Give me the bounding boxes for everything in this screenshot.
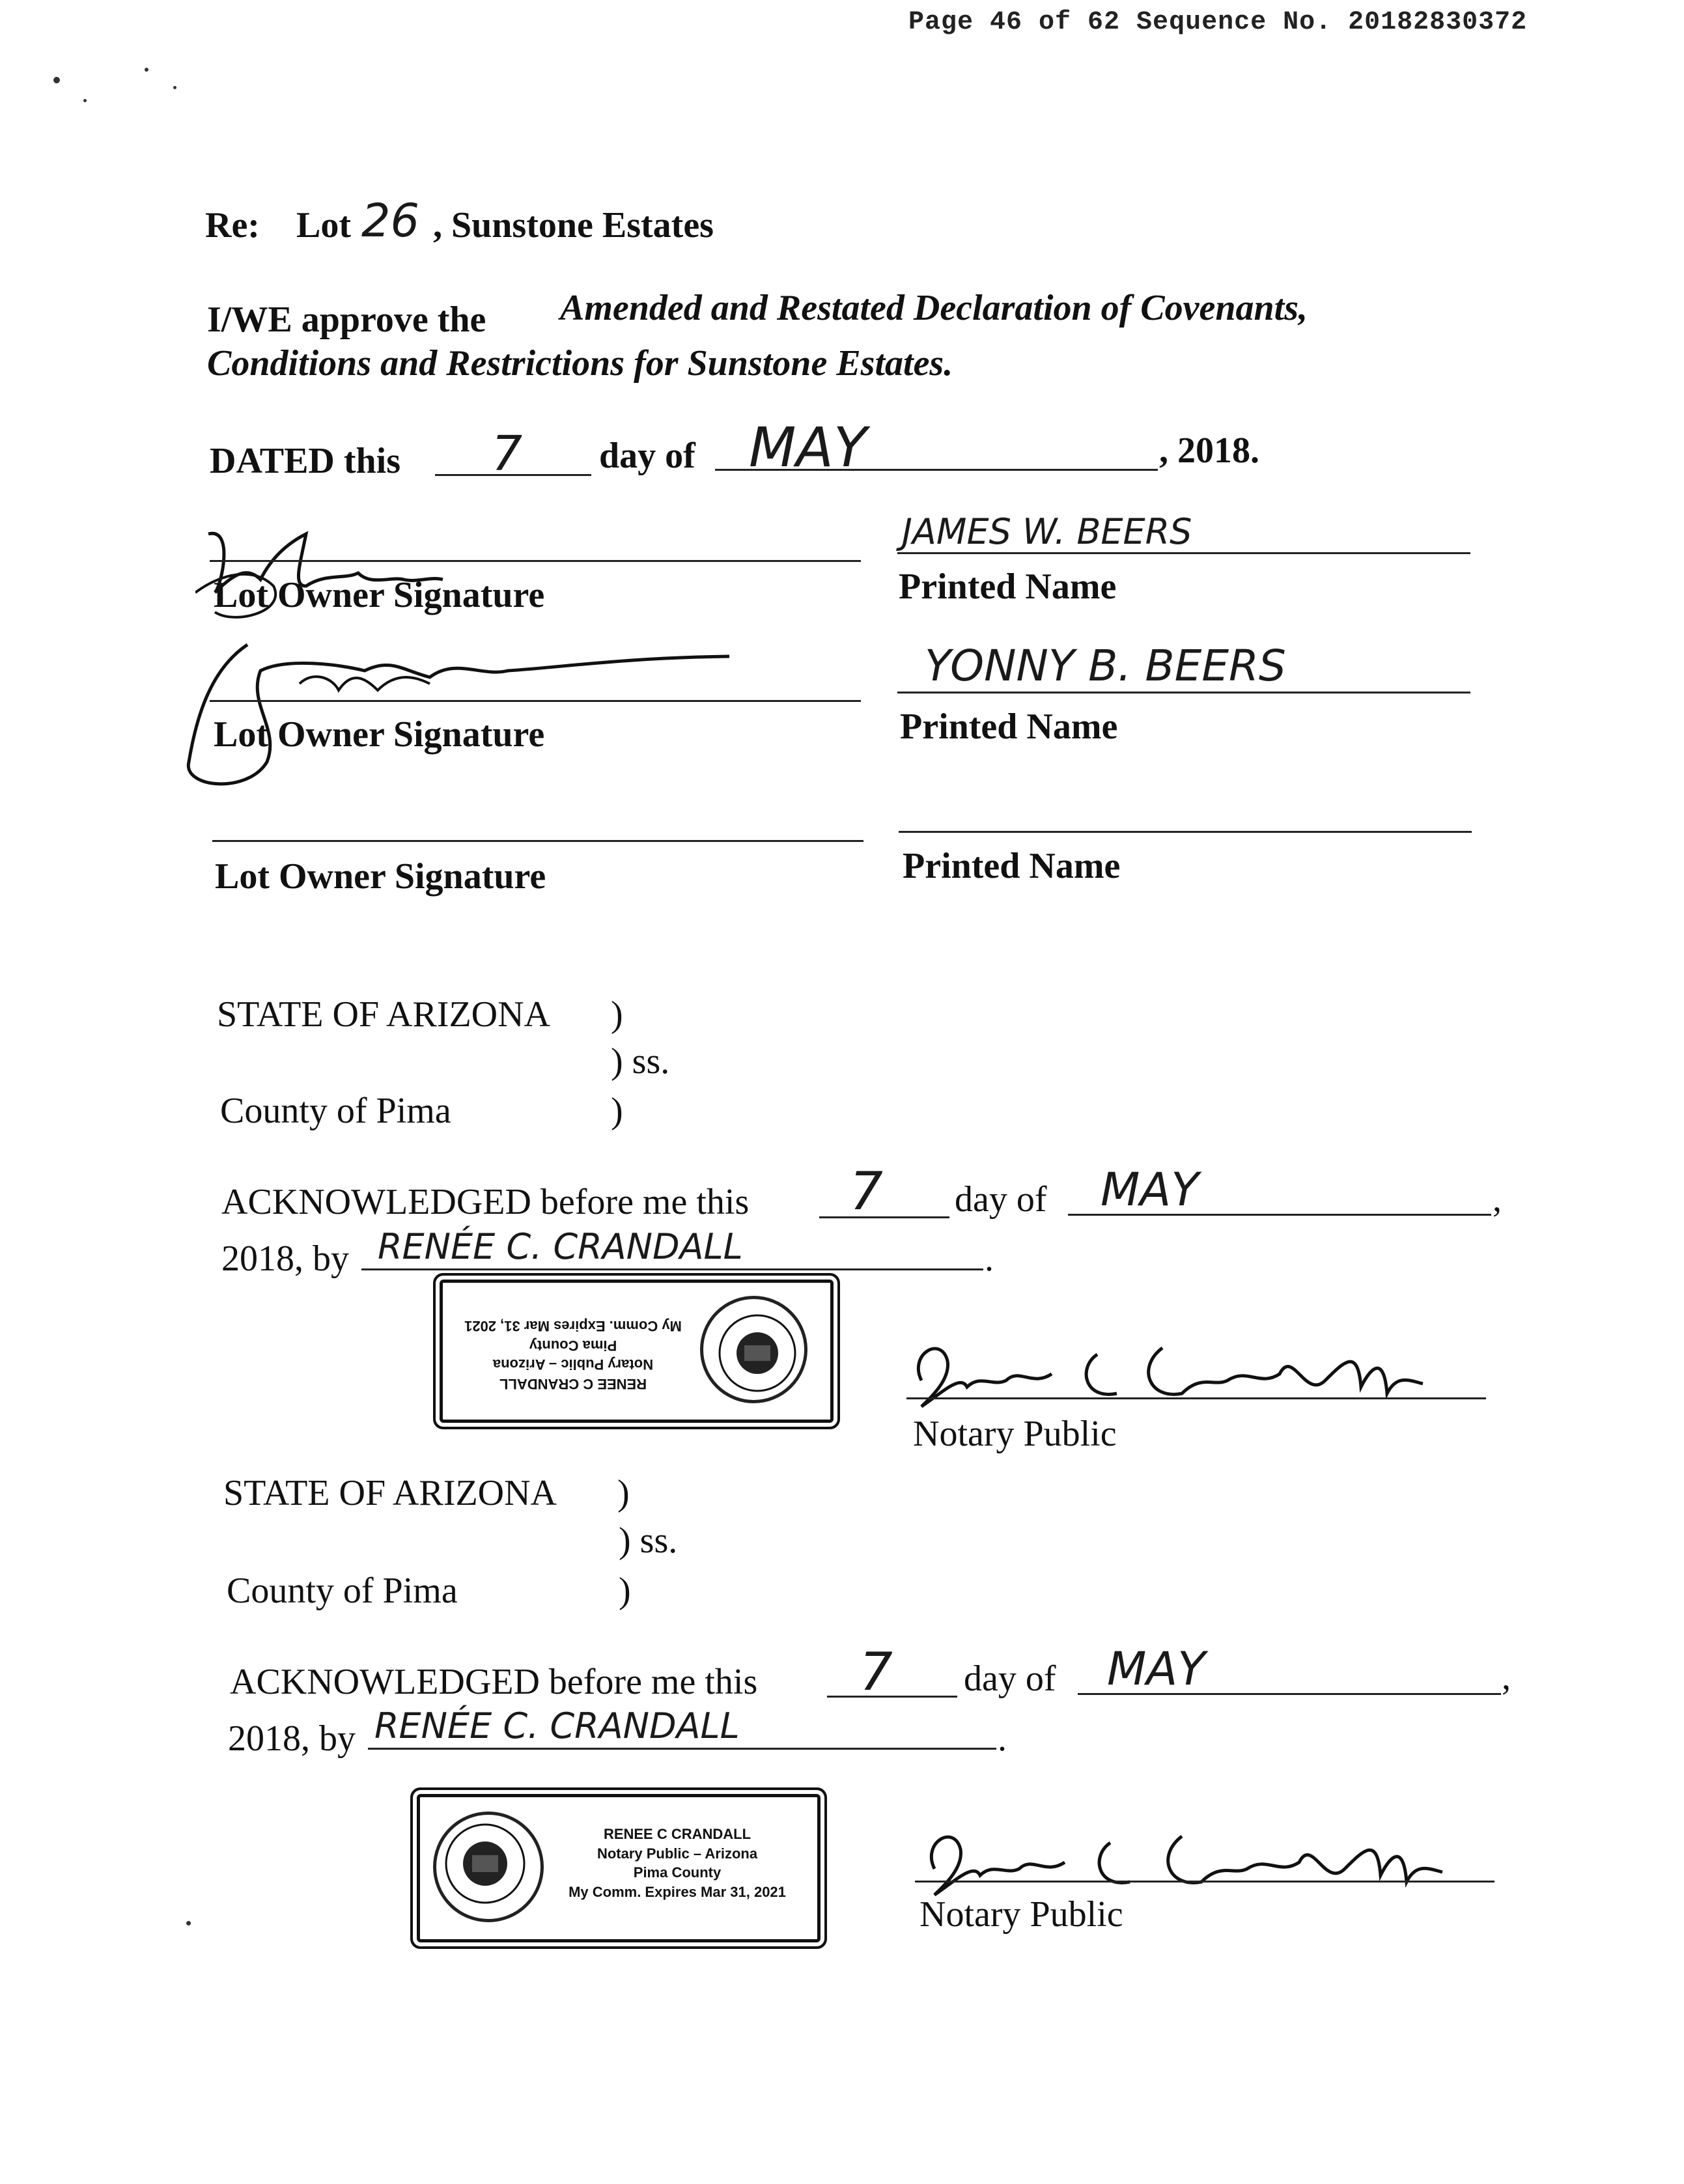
notary1-year-by: 2018, by [221,1239,349,1279]
page-sequence-header: Page 46 of 62 Sequence No. 20182830372 [908,8,1528,37]
notary1-stamp-line3: Pima County [529,1337,617,1354]
notary2-day-of: day of [964,1659,1056,1699]
notary1-ack-prefix: ACKNOWLEDGED before me this [221,1182,750,1222]
owner2-signature-label: Lot Owner Signature [214,714,545,755]
dated-middle: day of [599,436,695,476]
owner3-printed-label: Printed Name [903,846,1121,886]
notary1-ss: ) ss. [611,1041,670,1082]
notary2-month-handwritten: MAY [1107,1642,1206,1696]
re-prefix: Re: [205,205,260,245]
notary1-day-handwritten: 7 [850,1161,883,1222]
notary1-comma: , [1493,1179,1502,1220]
notary1-paren2: ) [611,1091,623,1131]
notary1-stamp-line2: Notary Public – Arizona [492,1356,654,1373]
owner2-printed-line [897,692,1470,693]
notary2-stamp-line4: My Comm. Expires Mar 31, 2021 [568,1884,786,1901]
notary1-by-name-handwritten: RENÉE C. CRANDALL [378,1226,743,1267]
notary2-stamp [417,1794,821,1942]
notary2-year-by: 2018, by [228,1718,356,1759]
notary2-state: STATE OF ARIZONA [223,1473,557,1513]
owner1-printed-name-handwritten: JAMES W. BEERS [902,511,1192,552]
approval-title-line2: Conditions and Restrictions for Sunstone Estates. [207,343,953,384]
owner2-printed-name-handwritten: YONNY B. BEERS [925,641,1286,691]
scan-speck [83,99,87,102]
notary2-ack-prefix: ACKNOWLEDGED before me this [230,1662,758,1702]
re-lot-label: Lot [296,205,351,245]
notary2-ss: ) ss. [619,1520,678,1561]
owner1-printed-line [897,552,1470,554]
approval-lead: I/WE approve the [207,300,486,340]
notary2-stamp-line3: Pima County [633,1864,722,1881]
owner1-signature-line [210,560,861,562]
notary1-signature [902,1328,1455,1413]
dated-month-handwritten: MAY [749,415,867,479]
notary2-by-line [368,1748,996,1750]
scan-speck [53,77,60,83]
dated-day-handwritten: 7 [492,426,523,482]
notary2-notary-label: Notary Public [919,1894,1123,1935]
dated-prefix: DATED this [210,441,401,481]
notary1-state: STATE OF ARIZONA [217,994,550,1035]
notary1-day-of: day of [955,1179,1047,1220]
notary2-paren1: ) [617,1473,630,1513]
scan-speck [173,86,176,89]
owner3-signature-label: Lot Owner Signature [215,856,546,897]
re-suffix: , Sunstone Estates [433,205,714,245]
notary2-period: . [998,1718,1007,1759]
notary1-stamp-line4: My Comm. Expires Mar 31, 2021 [464,1317,682,1334]
owner3-signature-line [212,840,863,842]
notary1-day-line [819,1216,949,1218]
owner2-printed-label: Printed Name [900,707,1118,747]
owner2-signature-line [210,700,861,702]
notary1-county: County of Pima [220,1091,451,1131]
notary1-signature-line [906,1397,1486,1399]
scan-speck [145,68,148,72]
notary1-period: . [985,1239,994,1279]
notary2-stamp-line1: RENEE C CRANDALL [603,1826,751,1842]
dated-year: , 2018. [1159,430,1259,471]
owner1-signature-label: Lot Owner Signature [214,575,545,615]
notary2-day-handwritten: 7 [860,1642,893,1702]
approval-title-line1: Amended and Restated Declaration of Covenants, [560,288,1308,328]
notary2-seal-icon [433,1812,544,1922]
notary1-stamp-line1: RENEE C CRANDALL [499,1376,647,1392]
notary2-paren2: ) [619,1571,631,1611]
scan-speck [186,1921,191,1925]
notary2-by-name-handwritten: RENÉE C. CRANDALL [374,1705,740,1746]
notary2-signature [908,1817,1462,1901]
owner3-printed-line [899,831,1472,833]
notary2-signature-line [915,1881,1495,1883]
owner1-printed-label: Printed Name [899,567,1117,607]
notary2-comma: , [1502,1657,1511,1698]
notary2-county: County of Pima [227,1571,458,1611]
notary1-paren1: ) [611,994,623,1035]
notary1-notary-label: Notary Public [913,1414,1117,1454]
notary1-month-handwritten: MAY [1101,1163,1200,1216]
notary1-by-line [361,1268,983,1270]
notary1-stamp [440,1280,834,1423]
notary1-seal-icon [700,1296,807,1403]
notary2-stamp-line2: Notary Public – Arizona [596,1845,758,1862]
lot-number-handwritten: 26 [361,194,420,247]
